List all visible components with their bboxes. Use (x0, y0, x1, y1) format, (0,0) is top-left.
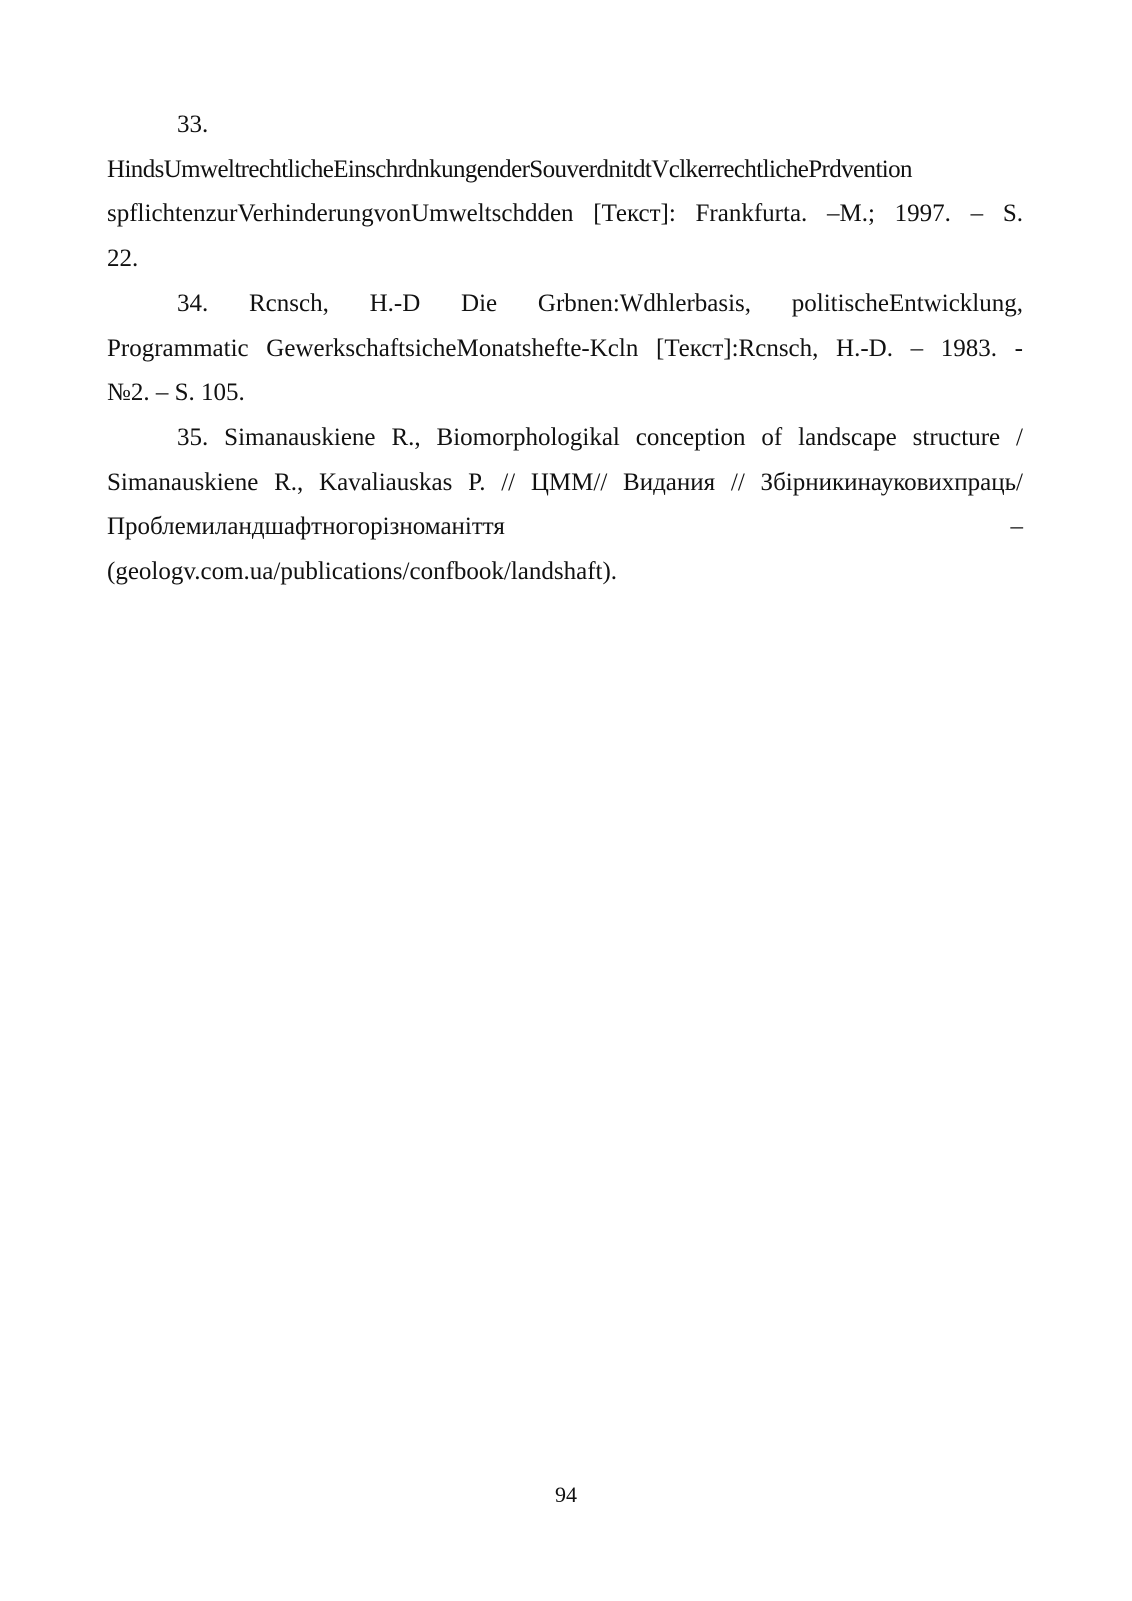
reference-35-line-1: 35. Simanauskiene R., Biomorphologikal conception of landscape structure / (177, 423, 1023, 451)
reference-list (107, 103, 1023, 595)
reference-33-number: 33. (177, 111, 209, 138)
reference-33-line-1: HindsUmweltrechtlicheEinschrdnkungenderSouverdnitdtVclkerrechtlichePrdvention (107, 155, 912, 183)
reference-35-line-2: Simanauskiene R., Kavaliauskas P. // ЦММ// Видания // Збірникинауковихпраць/ (107, 468, 1023, 496)
reference-34-line-3: №2. – S. 105. (107, 379, 245, 407)
reference-34-line-2: Programmatic GewerkschaftsicheMonatshefte-Kcln [Текст]:Rcnsch, H.-D. – 1983. - (107, 334, 1023, 362)
reference-33-line-3: 22. (107, 245, 139, 273)
reference-35-line-4: (geologv.com.ua/publications/confbook/landshaft). (107, 558, 618, 586)
reference-35-line-3: Проблемиландшафтногорізноманіття – (107, 513, 1023, 541)
reference-33-line-2: spflichtenzurVerhinderungvonUmweltschdden [Текст]: Frankfurta. –M.; 1997. – S. (107, 200, 1023, 228)
reference-34-line-1: 34. Rcnsch, H.-D Die Grbnen:Wdhlerbasis, politischeEntwicklung, (177, 289, 1023, 317)
page-number: 94 (555, 1482, 577, 1507)
